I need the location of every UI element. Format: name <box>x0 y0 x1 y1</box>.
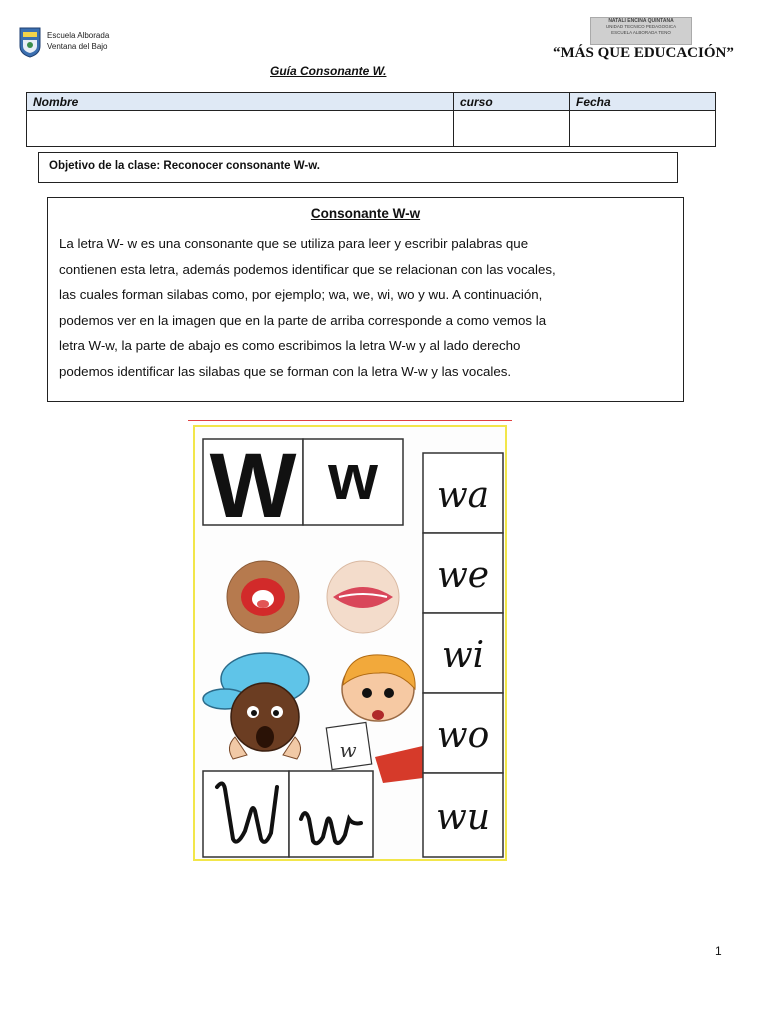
letter-w-illustration <box>193 425 507 861</box>
print-upper-w: W <box>209 435 297 537</box>
syllable-wu: wu <box>436 797 490 838</box>
syllable-wi: wi <box>441 635 485 676</box>
mouth-lips-icon <box>327 561 399 633</box>
guide-title: Guía Consonante W. <box>270 64 387 78</box>
page-number: 1 <box>715 944 722 958</box>
info-line: letra W-w, la parte de abajo es como escribimos la letra W-w y al lado derecho <box>59 338 521 353</box>
syllable-wa: wa <box>436 475 490 516</box>
divider-line <box>188 420 512 421</box>
print-lower-w: w <box>328 441 378 513</box>
info-line: podemos ver en la imagen que en la parte de arriba corresponde a como vemos la <box>59 312 547 328</box>
syllable-wo: wo <box>436 715 490 756</box>
info-line: contienen esta letra, además podemos identificar que se relacionan con las vocales, <box>59 261 556 277</box>
info-line: La letra W- w es una consonante que se utiliza para leer y escribir palabras que <box>59 236 529 251</box>
svg-text:w: w <box>339 738 357 762</box>
column-header-curso: curso <box>454 93 570 111</box>
syllable-we: we <box>436 555 490 596</box>
info-body <box>59 231 672 384</box>
school-motto: “MÁS QUE EDUCACIÓN” <box>553 45 734 61</box>
stamp-line: UNIDAD TECNICO PEDAGOGICA <box>605 24 677 29</box>
curso-cell[interactable] <box>454 111 570 147</box>
coordinator-stamp <box>590 17 692 45</box>
info-line: las cuales forman silabas como, por ejemplo; wa, we, wi, wo y wu. A continuación, <box>59 287 543 302</box>
stamp-line: ESCUELA ALBORADA TENO <box>611 30 671 35</box>
fecha-cell[interactable] <box>570 111 716 147</box>
school-name <box>47 30 109 52</box>
mouth-closed-icon <box>227 561 299 633</box>
table-header-row <box>27 93 716 111</box>
table-input-row <box>27 111 716 147</box>
student-info-table <box>26 92 716 147</box>
info-box <box>47 197 684 402</box>
stamp-line: NATALI ENCINA QUINTANA <box>608 18 674 24</box>
syllable-column <box>423 453 503 857</box>
info-line: podemos identificar las silabas que se forman con la letra W-w y las vocales. <box>59 363 512 379</box>
column-header-nombre: Nombre <box>27 93 454 111</box>
blond-boy-icon <box>326 655 431 783</box>
school-name-line: Ventana del Bajo <box>47 42 108 51</box>
info-title: Consonante W-w <box>310 206 421 221</box>
column-header-fecha: Fecha <box>570 93 716 111</box>
class-objective: Objetivo de la clase: Reconocer consonante W-w. <box>38 152 678 183</box>
boy-with-cap-icon <box>203 653 309 759</box>
school-logo-icon <box>18 26 42 58</box>
nombre-cell[interactable] <box>27 111 454 147</box>
school-name-line: Escuela Alborada <box>47 31 110 40</box>
